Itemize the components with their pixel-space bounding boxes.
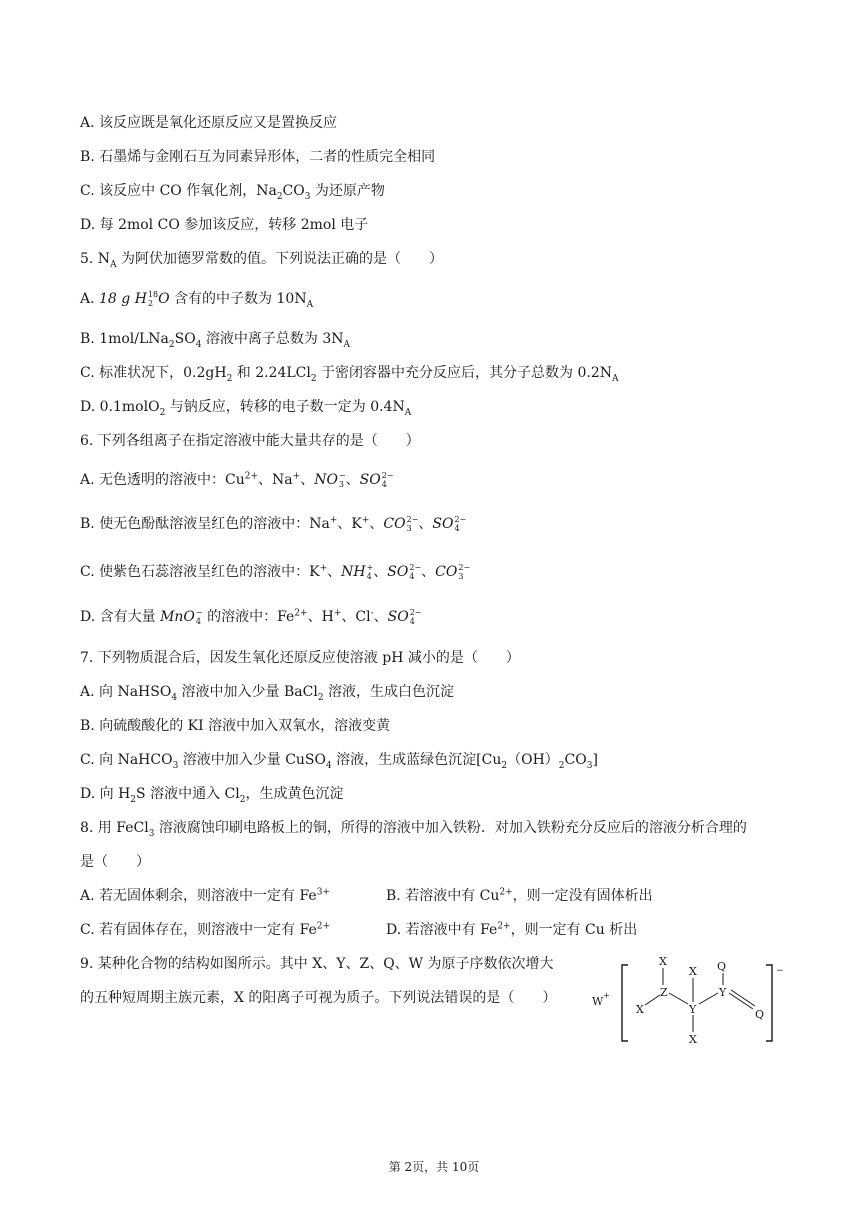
q7-option-a: A. 向 NaHSO$_4$ 溶液中加入少量 BaCl$_2$ 溶液，生成白色沉淀 (80, 684, 454, 703)
q5-option-c: C. 标准状况下，$0.2gH_2$ 和 2.24LCl$_2$ 于密闭容器中充分反应后，其分子总数为 $0.2N_A$ (80, 365, 619, 384)
q5-option-b: B. $1mol/LNa_2SO_4$ 溶液中离子总数为 $3N_A$ (80, 331, 350, 350)
bond-y-y (699, 993, 718, 1004)
q4-option-d: D. 每 2mol CO 参加该反应，转移 2mol 电子 (80, 217, 369, 233)
q4-option-b: B. 石墨烯与金刚石互为同素异形体，二者的性质完全相同 (80, 149, 436, 165)
q8-option-d: D. 若溶液中有 $Fe^{2+}$，则一定有 Cu 析出 (386, 921, 638, 938)
q4-option-c: C. 该反应中 CO 作氧化剂，$Na_2CO_3$ 为还原产物 (80, 183, 385, 202)
q4-option-a: A. 该反应既是氧化还原反应又是置换反应 (80, 115, 338, 131)
q5-stem: 5. $N_A$ 为阿伏加德罗常数的值。下列说法正确的是（ ） (80, 251, 444, 270)
right-bracket (766, 965, 772, 1041)
atom-x-top: X (689, 965, 697, 978)
q7-stem: 7. 下列物质混合后，因发生氧化还原反应使溶液 pH 减小的是（ ） (80, 650, 520, 666)
anion-charge: − (776, 966, 784, 976)
cation-charge: + (603, 991, 610, 1000)
atom-z: Z (660, 986, 668, 999)
bond-z-y (669, 993, 688, 1004)
q7-option-c: C. 向 NaHCO$_3$ 溶液中加入少量 CuSO$_4$ 溶液，生成蓝绿色沉淀$[Cu_2(OH)_2CO_3]$ (80, 752, 598, 771)
double-bond-line-1 (729, 993, 753, 1009)
atom-x-top-left: X (659, 955, 667, 968)
bond-z-x-left (645, 995, 660, 1005)
page-footer: 第 2页，共 10页 (388, 1160, 480, 1174)
q7-option-b: B. 向硫酸酸化的 KI 溶液中加入双氧水，溶液变黄 (80, 718, 391, 734)
atom-q-right: Q (755, 1008, 765, 1021)
q6-option-d: D. 含有大量 MnO − 4 的溶液中：$Fe^{2+}$、H+、Cl-、SO 2− 4 (80, 608, 422, 626)
q6-option-b: B. 使无色酚酞溶液呈红色的溶液中：Na+、K+、CO 2− 3 、SO 2− 4 (80, 515, 467, 533)
q5-option-d: D. 0.1molO$_2$ 与钠反应，转移的电子数一定为 $0.4N_A$ (80, 399, 412, 418)
compound-structure-diagram (590, 953, 800, 1048)
cation-symbol: W (592, 995, 604, 1008)
q6-stem: 6. 下列各组离子在指定溶液中能大量共存的是（ ） (80, 433, 420, 449)
q8-stem: 8. 用 FeCl$_3$ 溶液腐蚀印刷电路板上的铜，所得的溶液中加入铁粉．对加入铁粉充分反应后的溶液分析合理的 (80, 820, 747, 839)
atom-x-left: X (636, 1003, 644, 1016)
q7-option-d: D. 向 $H_2S$ 溶液中通入 $Cl_2$，生成黄色沉淀 (80, 786, 344, 805)
left-bracket (622, 965, 628, 1041)
q5-option-a: A. 18 g H 18 2 O 含有的中子数为 $10N_A$ (80, 290, 314, 310)
atom-q-top: Q (717, 960, 727, 973)
q8-option-b: B. 若溶液中有 $Cu^{2+}$，则一定没有固体析出 (386, 887, 653, 904)
q9-stem-line1: 9. 某种化合物的结构如图所示。其中 X、Y、Z、Q、W 为原子序数依次增大 (80, 956, 554, 972)
atom-y-right: Y (719, 986, 727, 999)
q9-stem-line2: 的五种短周期主族元素，X 的阳离子可视为质子。下列说法错误的是（ ） (80, 990, 557, 1006)
q6-option-a: A. 无色透明的溶液中：$Cu^{2+}$、Na+、NO − 3 、SO 2− 4 (80, 471, 394, 489)
q8-option-c: C. 若有固体存在，则溶液中一定有 $Fe^{2+}$ (80, 921, 331, 938)
atom-y-center: Y (689, 1003, 697, 1016)
q8-stem-line2: 是（ ） (80, 854, 150, 870)
double-bond-line-2 (731, 990, 755, 1006)
q8-option-a: A. 若无固体剩余，则溶液中一定有 $Fe^{3+}$ (80, 887, 330, 904)
q6-option-c: C. 使紫色石蕊溶液呈红色的溶液中：K+、NH + 4 、SO 2− 4 、CO 2− 3 (80, 563, 471, 581)
atom-x-bottom: X (689, 1033, 697, 1046)
